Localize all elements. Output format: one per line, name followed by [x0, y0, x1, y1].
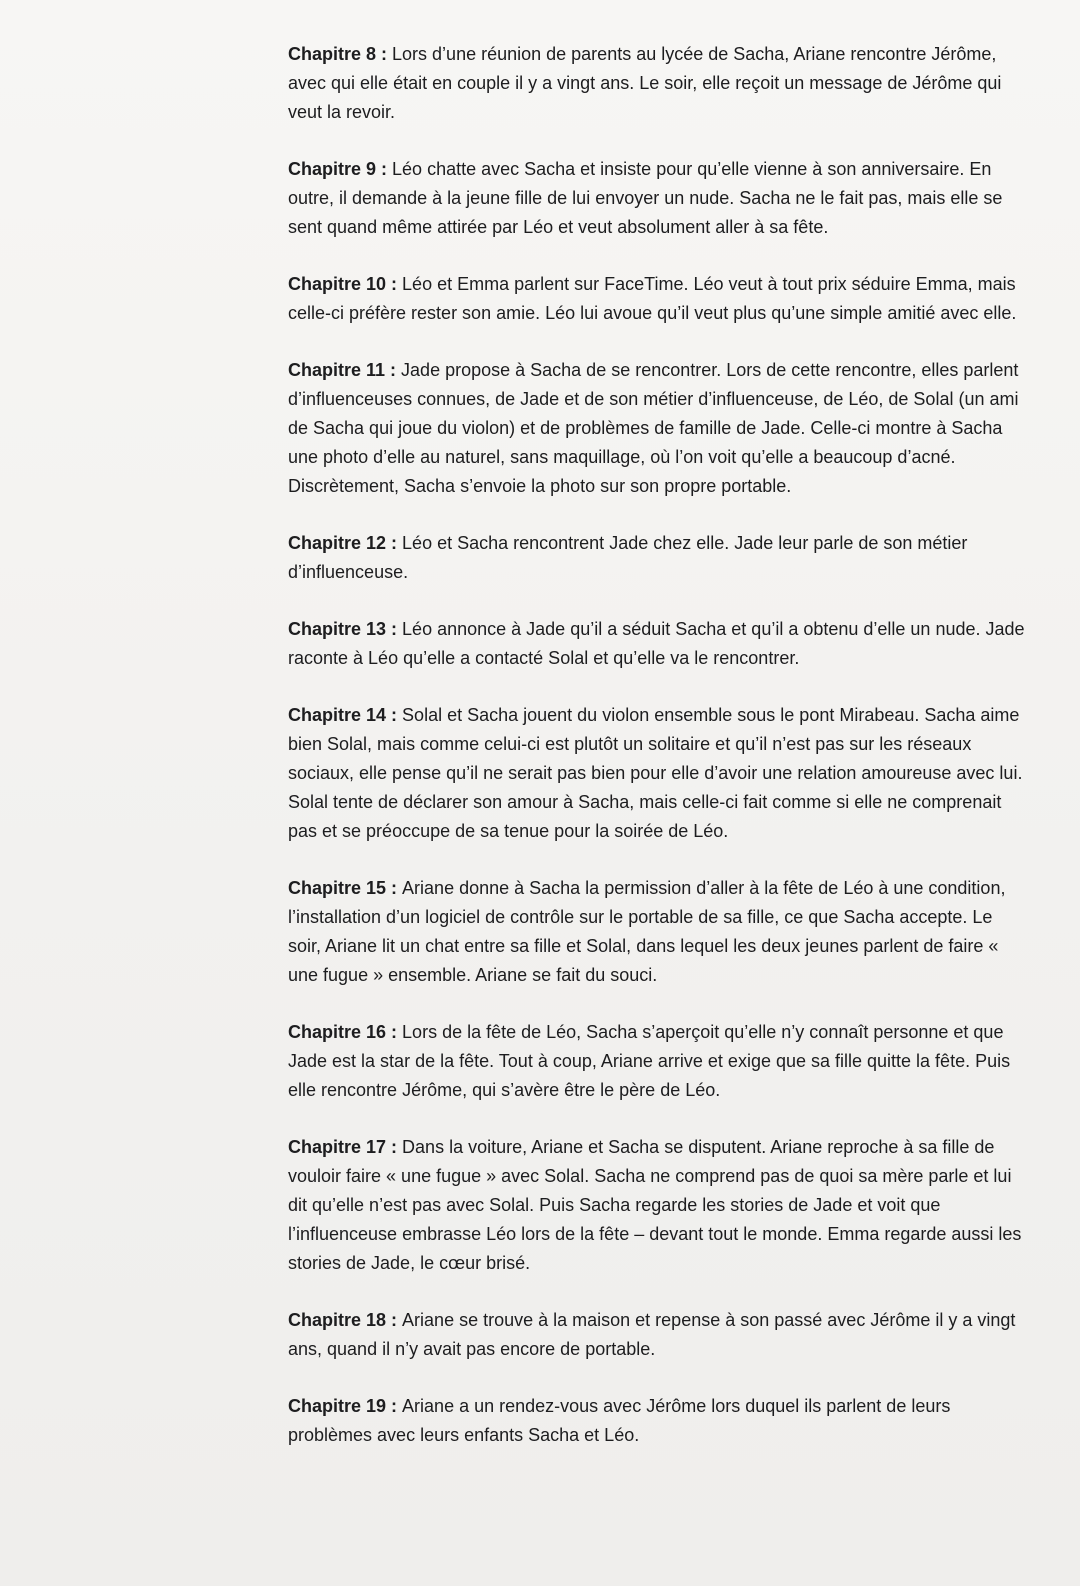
chapter-11-summary: Chapitre 11 : Jade propose à Sacha de se rencontrer. Lors de cette rencontre, elles parlent d’influenceuses connues, de Jade et de son métier d’influenceuse, de Léo, de Solal (un ami de Sacha qui joue du violon) et de problèmes de famille de Jade. Celle-ci montre à Sacha une photo d’elle au naturel, sans maquillage, où l’on voit qu’elle a beaucoup d’acné. Discrètement, Sacha s’envoie la photo sur son propre portable.	[288, 360, 1019, 496]
chapter-16-summary: Chapitre 16 : Lors de la fête de Léo, Sacha s’aperçoit qu’elle n’y connaît personne et que Jade est la star de la fête. Tout à coup, Ariane arrive et exige que sa fille quitte la fête. Puis elle rencontre Jérôme, qui s’avère être le père de Léo.	[288, 1022, 1011, 1100]
chapter-text: Ariane a un rendez-vous avec Jérôme lors duquel ils parlent de leurs problèmes avec leurs enfants Sacha et Léo.	[288, 1396, 951, 1445]
chapter-label: Chapitre 11	[288, 360, 386, 380]
chapter-summary-list	[288, 40, 1028, 1478]
chapter-label: Chapitre 13	[288, 619, 387, 639]
chapter-label: Chapitre 8	[288, 44, 377, 64]
chapter-label: Chapitre 15	[288, 878, 387, 898]
chapter-17-summary: Chapitre 17 : Dans la voiture, Ariane et Sacha se disputent. Ariane reproche à sa fille de vouloir faire « une fugue » avec Solal. Sacha ne comprend pas de quoi sa mère parle et lui dit qu’elle n’est pas avec Solal. Puis Sacha regarde les stories de Jade et voit que l’influenceuse embrasse Léo lors de la fête – devant tout le monde. Emma regarde aussi les stories de Jade, le cœur brisé.	[288, 1137, 1022, 1273]
chapter-label: Chapitre 12	[288, 533, 387, 553]
chapter-label: Chapitre 19	[288, 1396, 387, 1416]
chapter-text: Ariane se trouve à la maison et repense à son passé avec Jérôme il y a vingt ans, quand il n’y avait pas encore de portable.	[288, 1310, 1016, 1359]
chapter-text: Léo annonce à Jade qu’il a séduit Sacha et qu’il a obtenu d’elle un nude. Jade raconte à Léo qu’elle a contacté Solal et qu’elle va le rencontrer.	[288, 619, 1025, 668]
chapter-text: Lors d’une réunion de parents au lycée de Sacha, Ariane rencontre Jérôme, avec qui elle était en couple il y a vingt ans. Le soir, elle reçoit un message de Jérôme qui veut la revoir.	[288, 44, 1002, 122]
chapter-10-summary: Chapitre 10 : Léo et Emma parlent sur FaceTime. Léo veut à tout prix séduire Emma, mais celle-ci préfère rester son amie. Léo lui avoue qu’il veut plus qu’une simple amitié avec elle.	[288, 274, 1017, 323]
chapter-19-summary: Chapitre 19 : Ariane a un rendez-vous avec Jérôme lors duquel ils parlent de leurs problèmes avec leurs enfants Sacha et Léo.	[288, 1396, 951, 1445]
chapter-label: Chapitre 16	[288, 1022, 387, 1042]
chapter-text: Léo et Sacha rencontrent Jade chez elle. Jade leur parle de son métier d’influenceuse.	[288, 533, 968, 582]
chapter-14-summary: Chapitre 14 : Solal et Sacha jouent du violon ensemble sous le pont Mirabeau. Sacha aime bien Solal, mais comme celui-ci est plutôt un solitaire et qu’il n’est pas sur les réseaux sociaux, elle pense qu’il ne serait pas bien pour elle d’avoir une relation amoureuse avec lui. Solal tente de déclarer son amour à Sacha, mais celle-ci fait comme si elle ne comprenait pas et se préoccupe de sa tenue pour la soirée de Léo.	[288, 705, 1023, 841]
chapter-8-summary: Chapitre 8 : Lors d’une réunion de parents au lycée de Sacha, Ariane rencontre Jérôme, avec qui elle était en couple il y a vingt ans. Le soir, elle reçoit un message de Jérôme qui veut la revoir.	[288, 44, 1002, 122]
chapter-text: Lors de la fête de Léo, Sacha s’aperçoit qu’elle n’y connaît personne et que Jade est la star de la fête. Tout à coup, Ariane arrive et exige que sa fille quitte la fête. Puis elle rencontre Jérôme, qui s’avère être le père de Léo.	[288, 1022, 1011, 1100]
chapter-label: Chapitre 14	[288, 705, 387, 725]
chapter-text: Léo et Emma parlent sur FaceTime. Léo veut à tout prix séduire Emma, mais celle-ci préfère rester son amie. Léo lui avoue qu’il veut plus qu’une simple amitié avec elle.	[288, 274, 1017, 323]
chapter-label: Chapitre 18	[288, 1310, 387, 1330]
chapter-text: Jade propose à Sacha de se rencontrer. Lors de cette rencontre, elles parlent d’influenceuses connues, de Jade et de son métier d’influenceuse, de Léo, de Solal (un ami de Sacha qui joue du violon) et de problèmes de famille de Jade. Celle-ci montre à Sacha une photo d’elle au naturel, sans maquillage, où l’on voit qu’elle a beaucoup d’acné. Discrètement, Sacha s’envoie la photo sur son propre portable.	[288, 360, 1019, 496]
chapter-9-summary: Chapitre 9 : Léo chatte avec Sacha et insiste pour qu’elle vienne à son anniversaire. En outre, il demande à la jeune fille de lui envoyer un nude. Sacha ne le fait pas, mais elle se sent quand même attirée par Léo et veut absolument aller à sa fête.	[288, 159, 1003, 237]
chapter-13-summary: Chapitre 13 : Léo annonce à Jade qu’il a séduit Sacha et qu’il a obtenu d’elle un nude. Jade raconte à Léo qu’elle a contacté Solal et qu’elle va le rencontrer.	[288, 619, 1025, 668]
chapter-label: Chapitre 17	[288, 1137, 387, 1157]
chapter-label: Chapitre 9	[288, 159, 377, 179]
chapter-text: Léo chatte avec Sacha et insiste pour qu’elle vienne à son anniversaire. En outre, il demande à la jeune fille de lui envoyer un nude. Sacha ne le fait pas, mais elle se sent quand même attirée par Léo et veut absolument aller à sa fête.	[288, 159, 1003, 237]
chapter-text: Dans la voiture, Ariane et Sacha se disputent. Ariane reproche à sa fille de vouloir faire « une fugue » avec Solal. Sacha ne comprend pas de quoi sa mère parle et lui dit qu’elle n’est pas avec Solal. Puis Sacha regarde les stories de Jade et voit que l’influenceuse embrasse Léo lors de la fête – devant tout le monde. Emma regarde aussi les stories de Jade, le cœur brisé.	[288, 1137, 1022, 1273]
chapter-text: Ariane donne à Sacha la permission d’aller à la fête de Léo à une condition, l’installation d’un logiciel de contrôle sur le portable de sa fille, ce que Sacha accepte. Le soir, Ariane lit un chat entre sa fille et Solal, dans lequel les deux jeunes parlent de faire « une fugue » ensemble. Ariane se fait du souci.	[288, 878, 1006, 985]
chapter-12-summary: Chapitre 12 : Léo et Sacha rencontrent Jade chez elle. Jade leur parle de son métier d’influenceuse.	[288, 533, 968, 582]
chapter-18-summary: Chapitre 18 : Ariane se trouve à la maison et repense à son passé avec Jérôme il y a vingt ans, quand il n’y avait pas encore de portable.	[288, 1310, 1016, 1359]
chapter-label: Chapitre 10	[288, 274, 387, 294]
chapter-text: Solal et Sacha jouent du violon ensemble sous le pont Mirabeau. Sacha aime bien Solal, mais comme celui-ci est plutôt un solitaire et qu’il n’est pas sur les réseaux sociaux, elle pense qu’il ne serait pas bien pour elle d’avoir une relation amoureuse avec lui. Solal tente de déclarer son amour à Sacha, mais celle-ci fait comme si elle ne comprenait pas et se préoccupe de sa tenue pour la soirée de Léo.	[288, 705, 1023, 841]
chapter-15-summary: Chapitre 15 : Ariane donne à Sacha la permission d’aller à la fête de Léo à une condition, l’installation d’un logiciel de contrôle sur le portable de sa fille, ce que Sacha accepte. Le soir, Ariane lit un chat entre sa fille et Solal, dans lequel les deux jeunes parlent de faire « une fugue » ensemble. Ariane se fait du souci.	[288, 878, 1006, 985]
